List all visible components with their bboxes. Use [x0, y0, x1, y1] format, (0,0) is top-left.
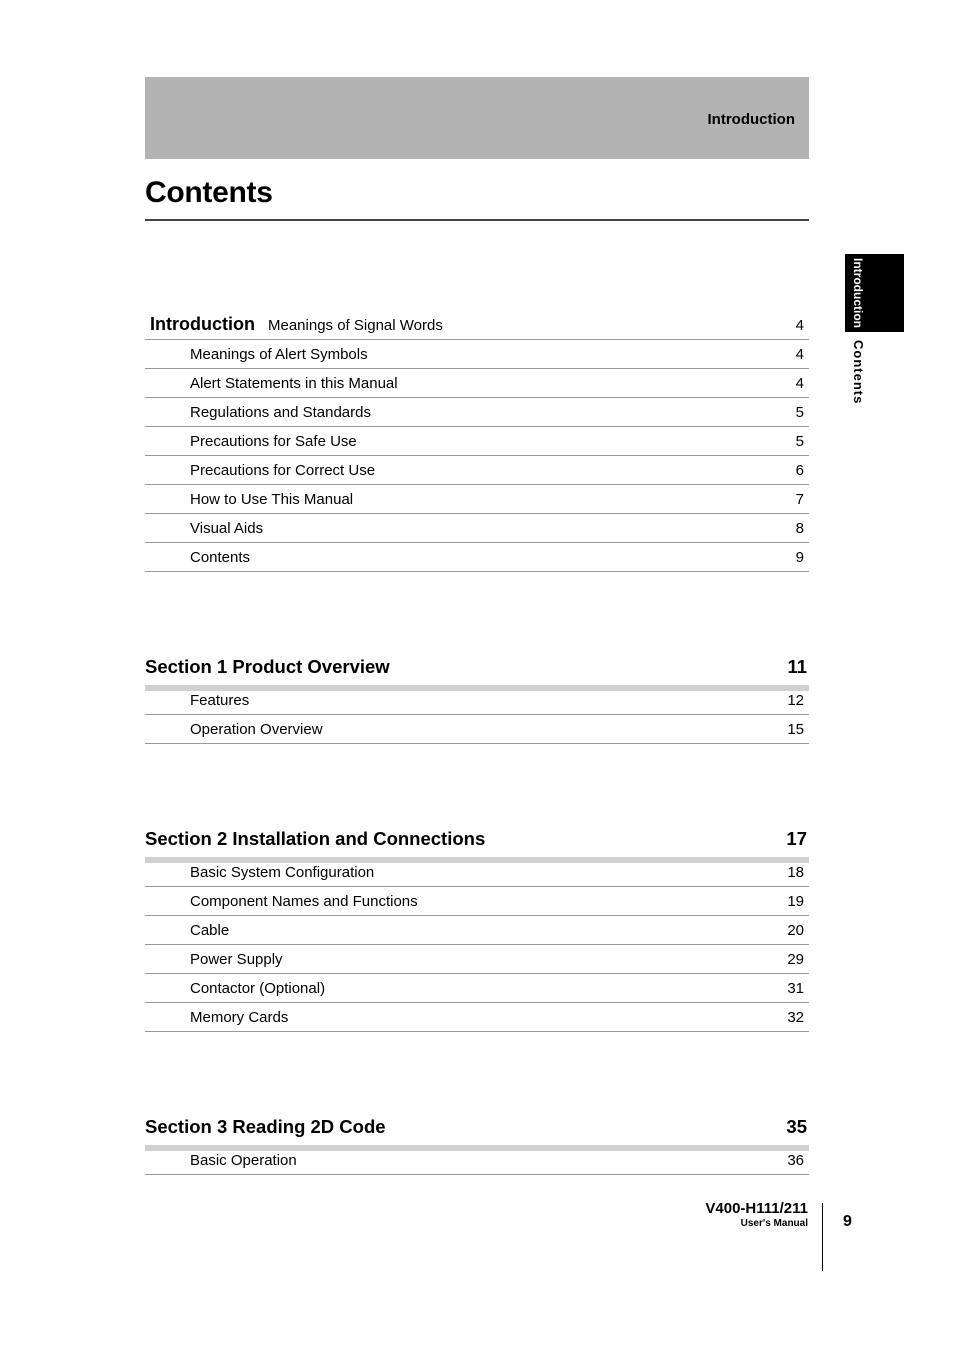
- toc-row[interactable]: [145, 916, 809, 945]
- toc-row[interactable]: [145, 340, 809, 369]
- page-number: 9: [843, 1213, 852, 1230]
- section-title: Section 1 Product Overview: [145, 656, 390, 677]
- toc-entry-page: 7: [795, 491, 804, 508]
- toc-entry-label: Visual Aids: [190, 520, 264, 537]
- toc-row[interactable]: [145, 427, 809, 456]
- toc-row[interactable]: [145, 485, 809, 514]
- toc-entry-page: 5: [795, 433, 804, 450]
- toc-entry-page: 6: [795, 462, 804, 479]
- toc-entry-label: Features: [190, 692, 250, 709]
- toc-entry-page: 18: [787, 864, 804, 881]
- toc-entry-page: 9: [795, 549, 804, 566]
- toc-row[interactable]: [145, 686, 809, 715]
- toc-entry-label: Component Names and Functions: [190, 893, 418, 910]
- toc-row[interactable]: [145, 974, 809, 1003]
- toc-entry-page: 20: [787, 922, 804, 939]
- toc-entry-label: Power Supply: [190, 951, 283, 968]
- page-title: Contents: [145, 176, 273, 209]
- toc-entry-label: Meanings of Signal Words: [268, 317, 443, 334]
- toc-entry-page: 29: [787, 951, 804, 968]
- toc-entry-label: Regulations and Standards: [190, 404, 371, 421]
- section-heading[interactable]: [145, 656, 809, 682]
- toc-entry-page: 32: [787, 1009, 804, 1026]
- toc-entry-label: Meanings of Alert Symbols: [190, 346, 368, 363]
- toc-row[interactable]: [145, 514, 809, 543]
- toc-row[interactable]: [145, 887, 809, 916]
- toc-row[interactable]: [145, 858, 809, 887]
- toc-entry-label: Memory Cards: [190, 1009, 289, 1026]
- footer-manual: User's Manual: [740, 1218, 808, 1229]
- toc-entry-label: Alert Statements in this Manual: [190, 375, 398, 392]
- toc-row[interactable]: [145, 543, 809, 572]
- section-title: Section 2 Installation and Connections: [145, 828, 486, 849]
- section-heading[interactable]: [145, 1116, 809, 1142]
- footer-model: V400-H111/211: [705, 1200, 808, 1217]
- toc-entry-label: Cable: [190, 922, 230, 939]
- toc-entry-page: 36: [787, 1152, 804, 1169]
- side-tab-subject: Contents: [851, 340, 866, 405]
- section-title: Section 3 Reading 2D Code: [145, 1116, 386, 1137]
- toc-entry-label: Precautions for Correct Use: [190, 462, 376, 479]
- title-rule: [145, 219, 809, 221]
- toc-row[interactable]: [145, 1003, 809, 1032]
- toc-entry-label: Contactor (Optional): [190, 980, 326, 997]
- chapter-label: Introduction: [707, 111, 795, 128]
- toc-row-intro[interactable]: [145, 311, 809, 340]
- side-tab-chapter: Introduction: [851, 258, 865, 328]
- toc-entry-page: 4: [795, 346, 804, 363]
- toc-entry-page: 12: [787, 692, 804, 709]
- toc-entry-label: Basic Operation: [190, 1152, 297, 1169]
- toc-entry-page: 15: [787, 721, 804, 738]
- toc-row[interactable]: [145, 398, 809, 427]
- toc-entry-page: 31: [787, 980, 804, 997]
- toc-row[interactable]: [145, 456, 809, 485]
- toc-entry-page: 19: [787, 893, 804, 910]
- toc-row[interactable]: [145, 1146, 809, 1175]
- footer-divider: [822, 1203, 823, 1271]
- toc-entry-page: 4: [795, 317, 804, 334]
- section-page: 17: [786, 828, 807, 849]
- chapter-header-band: [145, 77, 809, 159]
- toc-entry-page: 5: [795, 404, 804, 421]
- section-heading[interactable]: [145, 828, 809, 854]
- toc-row[interactable]: [145, 945, 809, 974]
- toc-row[interactable]: [145, 715, 809, 744]
- toc-row[interactable]: [145, 369, 809, 398]
- section-page: 11: [787, 656, 807, 677]
- toc-entry-page: 8: [795, 520, 804, 537]
- toc-entry-page: 4: [795, 375, 804, 392]
- toc-entry-label: Basic System Configuration: [190, 864, 375, 881]
- section-page: 35: [786, 1116, 807, 1137]
- toc-entry-label: Contents: [190, 549, 251, 566]
- intro-lead: Introduction: [150, 314, 255, 334]
- toc-entry-label: Precautions for Safe Use: [190, 433, 357, 450]
- toc-entry-label: How to Use This Manual: [190, 491, 354, 508]
- toc-entry-label: Operation Overview: [190, 721, 323, 738]
